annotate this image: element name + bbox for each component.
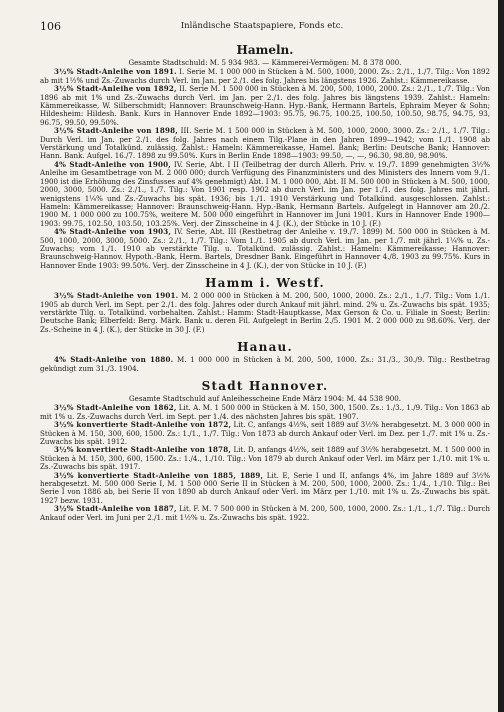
- loan-entry: [40, 404, 490, 421]
- loan-text: Lit. C, anfangs 4½%, seit 1889 auf 3½% herabgesetzt. M. 3 000 000 in Stücken à M. 150, 300, 600, 1500. Zs.: 1./1., 1./7. Tilg.: Von 1873 ab durch Ankauf oder Verl. im Dez. per 1./7. mit 1% u. Zs.-Zuwachs bis spät. 1912.: [40, 420, 490, 447]
- loan-title: 4% Stadt-Anleihe von 1880.: [54, 355, 174, 365]
- city-heading: Hanau.: [237, 340, 293, 355]
- loan-title: 3½% Stadt-Anleihe von 1892,: [54, 84, 177, 94]
- loan-entry: [40, 292, 490, 334]
- loan-text: IV. Serie, Abt. I II (Teilbetrag der durch Allerh. Priv. v. 19./7. 1899 genehmigten 3½% Anleihe im Gesamtbetrage von M. 2 000 000; durch Verfügung des Finanzministers und des Ministers des Innern vom 9./1. 1900 ist die Erhöhung des Zinsfusses auf 4% genehmigt) Abt. I M. 1 000 000, Abt. II M. 500 000 in Stücken à M. 500, 1000, 2000, 3000, 5000. Zs.: 2./1., 1./7. Tilg.: Von 1901 resp. 1902 ab durch Verl. im Jan. per 1./1. des folg. Jahres mit jährl. wenigstens 1¼% und Zs.-Zuwachs bis spät. 1936; bis 1./1. 1910 Verstärkung und Totalkünd. ausgeschlossen. Zahlst.: Hameln: Kämmereikasse; Hannover: Braunschweig-Hann. Hyp.-Bank, Hermann Bartels. Aufgelegt in Hannover am 20./2. 1900 M. 1 000 000 zu 100.75%, weitere M. 500 000 eingeführt in Hannover im Juni 1901. Kurs in Hannover Ende 1900—1903: 99.75, 102.50, 103.50, 103.25%. Verj. der Zinsscheine in 4 J. (K.), der Stücke in 10 J. (F.): [40, 159, 491, 228]
- debt-summary: Gesamte Stadtschuld: M. 5 934 983. — Kämmerei-Vermögen: M. 8 378 000.: [128, 58, 402, 67]
- loan-text: IV. Serie, Abt. III (Restbetrag der Anleihe v. 19./7. 1899) M. 500 000 in Stücken à M. 500, 1000, 2000, 3000, 5000. Zs.: 2./1., 1./7. Tilg.: Vom 1./1. 1905 ab durch Verl. im Jan. per 1./7. mit jährl. 1¼% u. Zs.-Zuwachs; vom 1./1. 1910 ab verstärkte Tilg. u. Totalkünd. zulässig. Zahlst.: Hameln: Kämmereikasse; Hannover: Braunschweig-Hannov. Hypoth.-Bank, Herm. Bartels, Dresdner Bank. Eingeführt in Hannover 4./8. 1903 zu 99.75%. Kurs in Hannover Ende 1903: 99.50%. Verj. der Zinsscheine in 4 J. (K.), der von Stücke in 10 J. (F.): [40, 227, 491, 270]
- loan-text: M. 1 000 000 in Stücken à M. 200, 500, 1000. Zs.: 31./3., 30./9. Tilg.: Restbetrag gekündigt zum 31./3. 1904.: [40, 355, 490, 373]
- loan-entry: [40, 472, 490, 506]
- loan-text: II. Serie M. 1 500 000 in Stücken à M. 200, 500, 1000, 2000. Zs.: 2./1., 1./7. Tilg.: Von 1896 ab mit 1% und Zs.-Zuwachs durch Verl. im Jan. per 2./1. des folg. Jahres bis längstens 1939. Zahlst.: Hameln: Kämmereikasse, W. Silberschmidt; Hannover: Braunschweig-Hann. Hyp.-Bank, Hermann Bartels, Ephraim Meyer & Sohn; Hildesheim: Hildesh. Bank. Kurs in Hannover Ende 1892—1903: 95.75, 96.75, 100.25, 100.50, 100.50, 98.75, 94.75, 93, 96.75, 99.50, 99.50%.: [40, 84, 490, 127]
- loan-title: 3½% Stadt-Anleihe von 1862,: [54, 403, 177, 413]
- loan-title: 3½% Stadt-Anleihe von 1901.: [54, 291, 179, 301]
- loan-title: 3½% konvertierte Stadt-Anleihe von 1878,: [54, 445, 232, 455]
- page-content: [40, 40, 490, 528]
- loan-entry: [40, 421, 490, 446]
- city-heading: Hameln.: [236, 43, 294, 57]
- loan-title: 4% Stadt-Anleihe von 1903,: [54, 227, 172, 237]
- loan-text: III. Serie M. 1 500 000 in Stücken à M. 500, 1000, 2000, 3000. Zs.: 2./1., 1./7. Tilg.: Durch Verl. im Jan. per 2./1. des folg. Jahres nach einem Tilg.-Plane in den Jahren 1899—1942; vom 1./1. 1908 ab Verstärkung und Totalkünd. zulässig. Zahlst.: Hameln: Kämmereikasse, Hamel. Bank; Berlin: Deutsche Bank; Hannover: Hann. Bank. Aufgel. 16./7. 1898 zu 99.50%. Kurs in Berlin Ende 1898—1903: 99.50, —, —, 96.30, 98.80, 98.90%.: [40, 126, 490, 161]
- loan-text: M. 2 000 000 in Stücken à M. 200, 500, 1000, 2000. Zs.: 2./1., 1./7. Tilg.: Vom 1./1. 1905 ab durch Verl. im Sept. per 2./1. des folg. Jahres oder durch Ankauf mit jährl. mind. 2% u. Zs.-Zuwachs bis spät. 1935; verstärkte Tilg. u. Totalkünd. vorbehalten. Zahlst.: Hamm: Stadt-Hauptkasse, Max Gerson & Co. u. Filiale in Soest; Berlin: Deutsche Bank; Elberfeld: Berg. Märk. Bank u. deren Fil. Aufgelegt in Berlin 2./5. 1901 M. 2 000 000 zu 98.60%. Verj. der Zs.-Scheine in 4 J. (K.), der Stücke in 30 J. (F.): [40, 291, 490, 334]
- loan-title: 3½% konvertierte Stadt-Anleihe von 1872,: [54, 420, 232, 430]
- section-hannover: [40, 379, 490, 522]
- loan-entry: [40, 161, 490, 228]
- loan-title: 3½% Stadt-Anleihe von 1891.: [54, 67, 177, 77]
- loan-title: 4% Stadt-Anleihe von 1900,: [54, 159, 171, 169]
- city-heading: Stadt Hannover.: [201, 379, 329, 393]
- loan-entry: [40, 228, 490, 270]
- page-number: 106: [40, 20, 61, 33]
- section-hanau: [40, 340, 490, 373]
- page-header: [40, 20, 484, 34]
- loan-entry: [40, 356, 490, 373]
- loan-text: Lit. F. M. 7 500 000 in Stücken à M. 200, 500, 1000, 2000. Zs.: 1./1., 1./7. Tilg.: Durch Ankauf oder Verl. im Juni per 2./1. mit 1½% u. Zs.-Zuwachs bis spät. 1922.: [40, 504, 490, 522]
- loan-text: Lit. A. M. 1 500 000 in Stücken à M. 150, 300, 1500. Zs.: 1./3., 1./9. Tilg.: Von 1863 ab mit 1% u. Zs.-Zuwachs durch Verl. im Sept. per 1./4. des nächsten Jahres bis spät. 1907.: [40, 403, 490, 421]
- loan-title: 3½% Stadt-Anleihe von 1887,: [54, 504, 177, 514]
- loan-text: I. Serie M. 1 000 000 in Stücken à M. 500, 1000, 2000. Zs.: 2./1., 1./7. Tilg.: Von 1892 ab mit 1½% und Zs.-Zuwachs durch Verl. im Jan. per 2./1. des folg. Jahres bis längstens 1926. Zahlst.: Kämmereikasse.: [40, 67, 490, 85]
- loan-entry: [40, 127, 490, 161]
- loan-entry: [40, 505, 490, 522]
- loan-entry: [40, 446, 490, 471]
- loan-title: 3½% Stadt-Anleihe von 1898,: [54, 126, 178, 136]
- loan-text: Lit. D, anfangs 4½%, seit 1889 auf 3½% herabgesetzt. M. 1 500 000 in Stücken à M. 150, 300, 600, 1500. Zs.: 1./4., 1./10. Tilg.: Von 1879 ab durch Ankauf oder Verl. im März per 1./10. mit 1% u. Zs.-Zuwachs bis spät. 1917.: [40, 445, 491, 472]
- city-heading: Hamm i. Westf.: [205, 276, 325, 291]
- running-title: Inländische Staatspapiere, Fonds etc.: [180, 21, 344, 31]
- loan-text: Lit. E, Serie I und II, anfangs 4%, im Jahre 1889 auf 3½% herabgesetzt. M. 500 000 Serie I, M. 1 500 000 Serie II in Stücken à M. 200, 500, 1000, 2000. Zs.: 1./4., 1./10. Tilg.: Bei Serie I von 1886 ab, bei Serie II von 1890 ab durch Ankauf oder Verl. im März per 1./10. mit 1% u. Zs.-Zuwachs bis spät. 1927 bezw. 1931.: [40, 470, 490, 505]
- debt-summary: Gesamte Stadtschuld auf Anleihesscheine Ende März 1904: M. 44 538 900.: [128, 394, 402, 403]
- section-hameln: [40, 43, 490, 270]
- loan-entry: [40, 68, 490, 85]
- section-hamm: [40, 276, 490, 334]
- loan-title: 3½% konvertierte Stadt-Anleihe von 1885, 1889,: [54, 470, 264, 480]
- loan-entry: [40, 85, 490, 127]
